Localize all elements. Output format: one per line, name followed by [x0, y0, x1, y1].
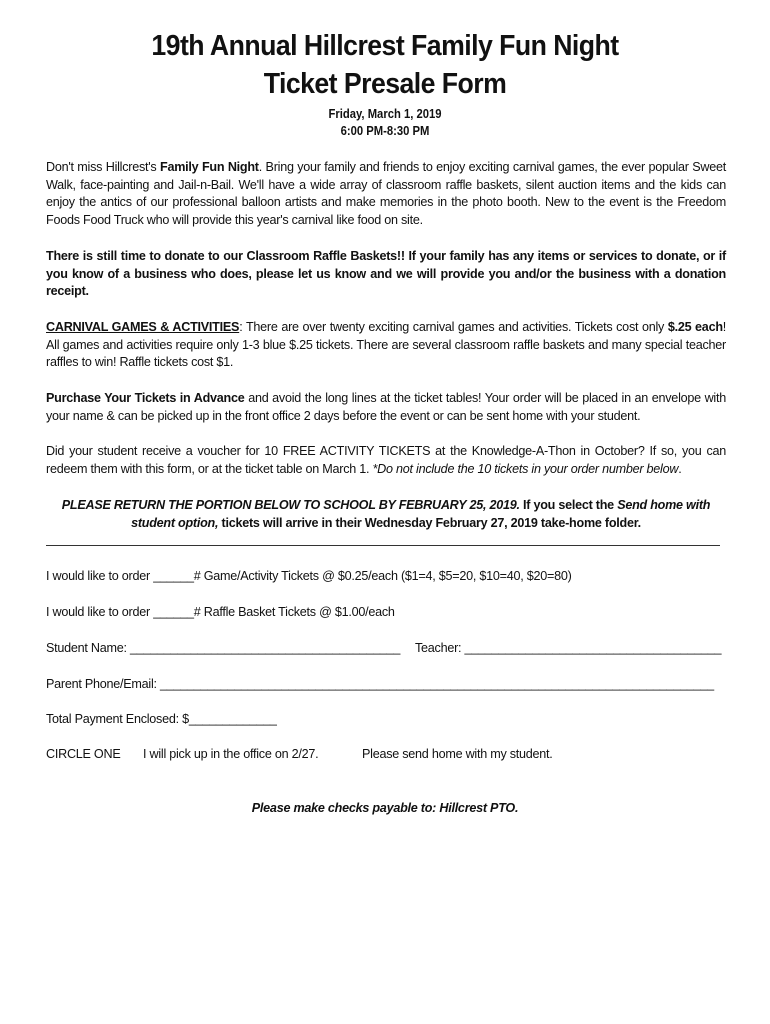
total-payment-field[interactable]: Total Payment Enclosed: $_____________ [46, 712, 277, 726]
circle-one-label: CIRCLE ONE [46, 747, 121, 761]
checks-payable-note: Please make checks payable to: Hillcrest PTO. [251, 801, 519, 815]
intro-text-bold: Family Fun Night [160, 160, 259, 174]
option-pickup[interactable]: I will pick up in the office on 2/27. [143, 747, 319, 761]
raffle-tickets-line[interactable]: I would like to order ______# Raffle Basket Tickets @ $1.00/each [46, 605, 395, 619]
event-time: 6:00 PM-8:30 PM [340, 124, 430, 138]
voucher-text: Did your student receive a voucher for 10 FREE ACTIVITY TICKETS at the Knowledge-A-Thon in October? If so, you can redeem them with this form, or at the ticket table on March 1. [46, 444, 726, 476]
form-title-line1: 19th Annual Hillcrest Family Fun Night [151, 30, 619, 62]
return-notice-deadline: PLEASE RETURN THE PORTION BELOW TO SCHOOL BY FEBRUARY 25, 2019. [61, 498, 520, 512]
return-notice-text: If you select the [519, 498, 618, 512]
carnival-heading: CARNIVAL GAMES & ACTIVITIES [46, 320, 240, 334]
advance-paragraph [46, 390, 726, 425]
return-notice-folder: tickets will arrive in their Wednesday February 27, 2019 take-home folder. [218, 515, 641, 530]
voucher-note: *Do not include the 10 tickets in your order number below [372, 461, 679, 476]
advance-text: and avoid the long lines at the ticket tables! Your order will be placed in an envelope with your name & can be picked up in the front office 2 days before the event or can be sent home with your student. [46, 391, 726, 423]
intro-text-c: . Bring your family and friends to enjoy exciting carnival games, the ever popular Sweet Walk, face-painting and Jail-n-Bail. We'll have a wide array of classroom raffle baskets, silent auction items and the kids can enjoy the antics of our professional balloon artists and make memories in the photo booth. New to the event is the Freedom Foods Food Truck who will provide this year's carnival like food on site. [46, 160, 727, 227]
intro-text-a: Don't miss Hillcrest's [46, 160, 161, 174]
advance-heading: Purchase Your Tickets in Advance [46, 391, 245, 405]
game-tickets-line[interactable]: I would like to order ______# Game/Activity Tickets @ $0.25/each ($1=4, $5=20, $10=40, $20=80) [46, 569, 572, 583]
carnival-text-b: ! All games and activities require only 1-3 blue $.25 tickets. There are several classroom raffle baskets and many special teacher raffles to win! Raffle tickets cost $1. [46, 320, 727, 370]
form-title-line2: Ticket Presale Form [263, 68, 507, 100]
student-name-field[interactable]: Student Name: ________________________________________ [46, 641, 401, 655]
cut-line [46, 545, 720, 546]
return-notice [46, 497, 726, 532]
event-date: Friday, March 1, 2019 [328, 107, 442, 121]
teacher-field[interactable]: Teacher: ______________________________________ [415, 641, 722, 655]
carnival-price: $.25 each [667, 320, 723, 334]
carnival-paragraph [46, 319, 726, 372]
parent-contact-field[interactable]: Parent Phone/Email: __________________________________________________________________________________ [46, 677, 714, 691]
option-send-home[interactable]: Please send home with my student. [362, 747, 553, 761]
voucher-paragraph [46, 443, 726, 478]
return-notice-option: Send home with student option, [131, 498, 711, 530]
donate-paragraph: There is still time to donate to our Classroom Raffle Baskets!! If your family has any items or services to donate, or if you know of a business who does, please let us know and we will provide you and/or the business with a donation receipt. [46, 249, 726, 299]
intro-paragraph [46, 159, 726, 229]
carnival-text-a: : There are over twenty exciting carnival games and activities. Tickets cost only [239, 320, 668, 334]
voucher-end: . [678, 461, 682, 476]
